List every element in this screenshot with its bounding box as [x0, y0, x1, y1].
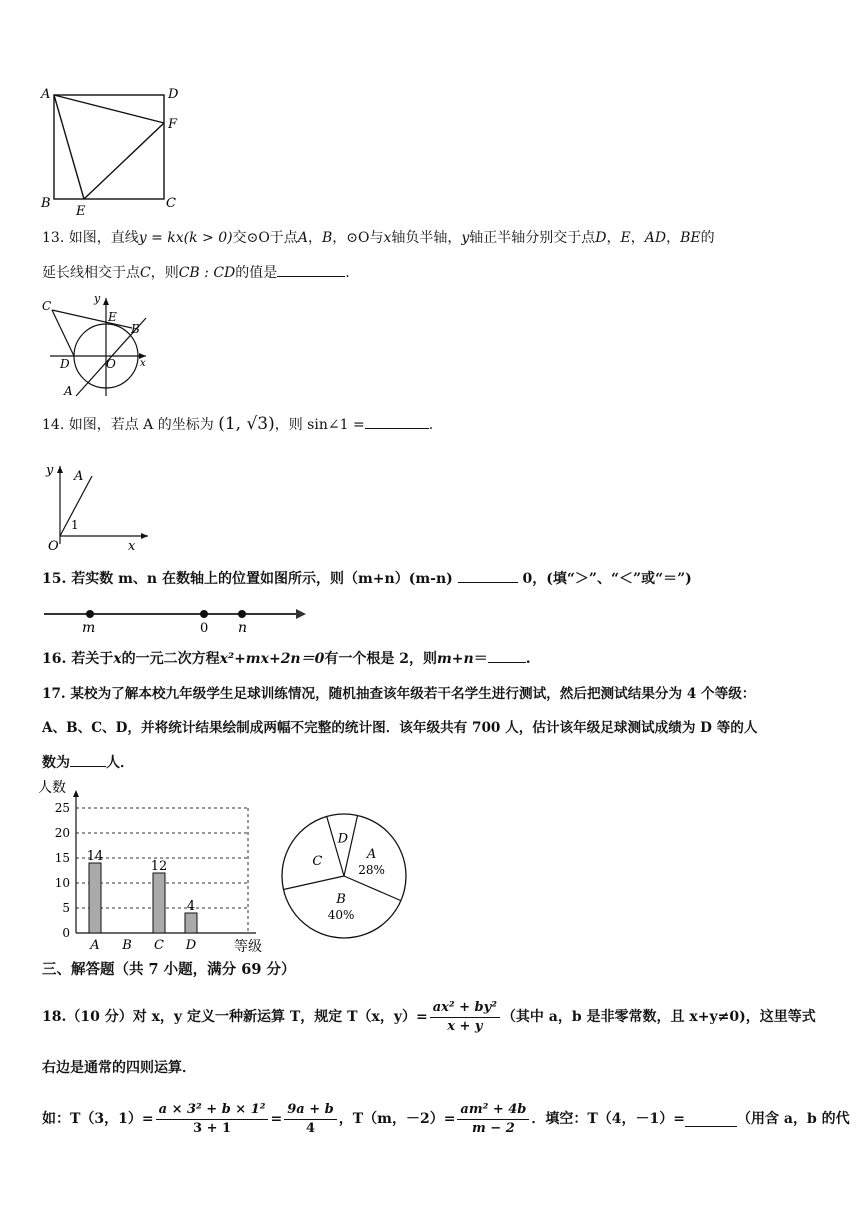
bar-value-label: 4 [186, 899, 196, 914]
question-17-line-2: A、B、C、D，并将统计结果绘制成两幅不完整的统计图．该年级共有 700 人，估计该年级足球测试成绩为 D 等的人 [42, 720, 758, 736]
answer-blank-13[interactable] [277, 262, 345, 277]
formula-t-definition: $\frac{\text{ax² + by²}}{x + y}$ [430, 999, 500, 1036]
formula-example-2: $\frac{\text{am² + 4b}}{m - 2}$ [457, 1101, 529, 1138]
angle-label-1: 1 [71, 518, 79, 532]
y-tick-label: 5 [62, 901, 70, 915]
figure-circle-tangent [36, 288, 156, 400]
figure-square-aefc [36, 84, 186, 219]
pie-slice-label-a: A [366, 846, 377, 862]
number-line-label-m: m [82, 620, 96, 636]
origin-label: O [48, 539, 59, 554]
bar-c [153, 873, 165, 933]
bar-value-label: 14 [86, 849, 104, 864]
answer-blank-17[interactable] [70, 752, 106, 767]
point-label-c: C [42, 299, 52, 313]
bar-chart [36, 778, 276, 956]
figure-coordinate-angle [40, 458, 160, 556]
number-line-label-n: n [238, 620, 248, 636]
question-18-example: 如：T（3，1）= $\frac{\text{a × 3² + b × 1²}}{3 + 1}$ = $\frac{9a + b}{4}$ ，T（m，－2）= $\frac{\text{am² + 4b}}{m - 2}$ ．填空：T（4，－1）= （用含 a，b 的代 [42, 1101, 850, 1136]
axis-label-y: y [46, 463, 54, 478]
formula-example-1: $\frac{\text{a × 3² + b × 1²}}{3 + 1}$ [156, 1101, 269, 1138]
point-label-d: D [60, 357, 70, 371]
y-tick-label: 25 [54, 801, 70, 815]
y-tick-label: 0 [62, 926, 70, 940]
pie-slice-percent-a: 28% [358, 862, 385, 877]
formula-example-1-simplified: $\frac{9a + b}{4}$ [284, 1101, 337, 1138]
point-label-c: C [166, 196, 176, 211]
point-label-e: E [76, 204, 86, 219]
pie-slice-label-b: B [336, 891, 346, 907]
point-label-e: E [108, 310, 117, 324]
question-14: 14. 如图，若点 A 的坐标为 (1, √3)，则 sin∠1 = . [42, 414, 434, 434]
point-label-a: A [64, 384, 73, 398]
question-16: 16. 若关于x的一元二次方程x²+mx+2n＝0有一个根是 2，则m+n＝ . [42, 648, 531, 669]
x-tick-label: A [90, 938, 100, 953]
x-tick-label: B [122, 938, 132, 953]
answer-blank-14[interactable] [365, 414, 429, 429]
answer-blank-18[interactable] [685, 1112, 737, 1127]
number-line-label-0: 0 [200, 621, 209, 636]
x-axis-title: 等级 [234, 939, 262, 955]
point-label-b: B [41, 196, 51, 211]
point-label-o: O [106, 357, 116, 371]
pie-chart [278, 806, 414, 946]
point-label-a: A [41, 87, 51, 102]
pie-slice-label-c: C [312, 854, 323, 870]
x-tick-label: D [185, 938, 197, 953]
answer-blank-15[interactable] [458, 568, 518, 583]
answer-blank-16[interactable] [488, 648, 526, 663]
pie-divider [344, 876, 401, 901]
question-13-line-1: 13. 如图，直线y = kx(k > 0)交⊙O于点A，B，⊙O与x轴负半轴，y轴正半轴分别交于点D，E，AD，BE的 [42, 230, 715, 246]
question-17-line-1: 17. 某校为了解本校九年级学生足球训练情况，随机抽查该年级若干名学生进行测试，然后把测试结果分为 4 个等级： [42, 686, 756, 702]
pie-slice-label-d: D [337, 831, 349, 847]
bar-value-label: 12 [150, 859, 168, 874]
y-tick-label: 15 [54, 851, 70, 865]
question-13-line-2: 延长线相交于点C，则CB : CD的值是 . [42, 262, 350, 283]
figure-number-line [42, 602, 312, 636]
y-tick-label: 10 [54, 876, 70, 890]
point-label-d: D [168, 87, 179, 102]
pie-divider [283, 876, 344, 890]
bar-a [89, 863, 101, 933]
point-label-b: B [131, 322, 140, 336]
question-17-line-3: 数为 人． [42, 752, 134, 773]
question-18-line-1: 18.（10 分）对 x，y 定义一种新运算 T，规定 T（x，y）= $\frac{\text{ax² + by²}}{x + y}$ （其中 a，b 是非零常数，且 x+y≠0)，这里等式 [42, 999, 816, 1034]
axis-label-x: x [140, 358, 146, 369]
point-label-a: A [74, 469, 84, 484]
y-tick-label: 20 [54, 826, 70, 840]
y-axis-title: 人数 [38, 780, 66, 796]
y-axis-arrow [73, 790, 79, 797]
question-18-line-2: 右边是通常的四则运算． [42, 1060, 196, 1076]
point-label-f: F [168, 117, 178, 132]
axis-label-y: y [94, 292, 101, 305]
axis-label-x: x [128, 539, 136, 554]
question-15: 15. 若实数 m、n 在数轴上的位置如图所示，则（m+n）(m-n) 0，(填“＞”、“＜”或“＝”) [42, 568, 692, 589]
section-3-title: 三、解答题（共 7 小题，满分 69 分） [42, 961, 296, 978]
bar-d [185, 913, 197, 933]
x-tick-label: C [154, 938, 164, 953]
pie-slice-percent-b: 40% [327, 907, 355, 922]
